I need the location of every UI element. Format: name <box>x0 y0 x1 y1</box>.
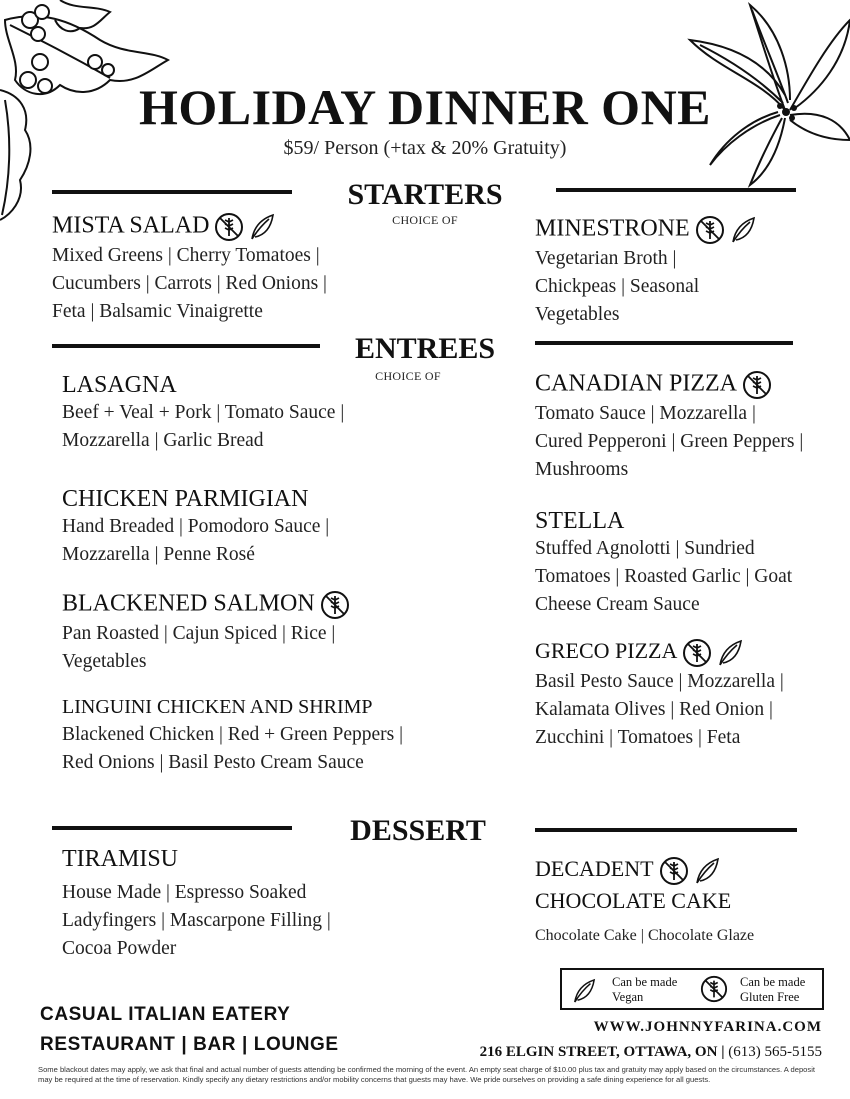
dish-name: CANADIAN PIZZA <box>535 370 805 400</box>
item-minestrone <box>535 215 755 329</box>
dish-description: Pan Roasted | Cajun Spiced | Rice | Vegetables <box>62 623 336 672</box>
dish-name: DECADENT <box>535 856 825 886</box>
dish-description: House Made | Espresso Soaked Ladyfingers | Mascarpone Filling | Cocoa Powder <box>62 882 331 959</box>
menu-price: $59/ Person (+tax & 20% Gratuity) <box>283 137 567 159</box>
footer-website[interactable]: WWW.JOHNNYFARINA.COM <box>593 1019 822 1035</box>
dish-name-line2: CHOCOLATE CAKE <box>535 888 732 913</box>
gluten-free-icon <box>682 638 712 668</box>
dish-description: Tomato Sauce | Mozzarella | Cured Pepperoni | Green Peppers | Mushrooms <box>535 403 804 480</box>
item-tiramisu <box>62 846 362 963</box>
footer-address: 216 ELGIN STREET, OTTAWA, ON <box>479 1044 718 1060</box>
item-chocolate-cake <box>535 856 825 950</box>
item-lasagna <box>62 372 407 455</box>
vegan-leaf-icon <box>717 639 743 667</box>
dessert-rule-left <box>52 826 292 830</box>
gluten-free-icon <box>214 212 244 242</box>
item-stella <box>535 508 805 619</box>
dish-description: Chocolate Cake | Chocolate Glaze <box>535 927 755 944</box>
dish-name: GRECO PIZZA <box>535 638 815 668</box>
dish-description: Beef + Veal + Pork | Tomato Sauce | Mozzarella | Garlic Bread <box>62 402 345 451</box>
dish-name: MISTA SALAD <box>52 212 352 242</box>
item-canadian-pizza <box>535 370 805 484</box>
gluten-free-icon <box>659 856 689 886</box>
entrees-choice: CHOICE OF <box>375 369 441 383</box>
dish-description: Vegetarian Broth | Chickpeas | Seasonal Vegetables <box>535 248 700 325</box>
item-mista-salad <box>52 212 352 326</box>
dish-description: Basil Pesto Sauce | Mozzarella | Kalamata Olives | Red Onion | Zucchini | Tomatoes | Feta <box>535 671 784 748</box>
footer-phone[interactable]: (613) 565-5155 <box>728 1044 822 1060</box>
footer-tagline-1: CASUAL ITALIAN EATERY <box>40 1004 291 1025</box>
dietary-legend <box>560 968 824 1010</box>
dish-name: TIRAMISU <box>62 846 179 872</box>
legend-vegan-text: Can be made Vegan <box>612 975 678 1004</box>
entrees-rule-right <box>535 341 793 345</box>
dish-description: Stuffed Agnolotti | Sundried Tomatoes | Roasted Garlic | Goat Cheese Cream Sauce <box>535 538 793 615</box>
entrees-heading: ENTREES <box>354 332 496 365</box>
vegan-leaf-icon <box>572 978 596 1004</box>
vegan-leaf-icon <box>730 216 756 244</box>
dessert-heading: DESSERT <box>350 814 486 847</box>
starters-heading: STARTERS <box>347 178 503 211</box>
dish-name: MINESTRONE <box>535 215 755 245</box>
dessert-rule-right <box>535 828 797 832</box>
item-chicken-parmigian <box>62 486 407 569</box>
dish-name: CHICKEN PARMIGIAN <box>62 486 309 512</box>
entrees-rule-left <box>52 344 320 348</box>
vegan-leaf-icon <box>694 857 720 885</box>
dish-description: Mixed Greens | Cherry Tomatoes | Cucumbers | Carrots | Red Onions | Feta | Balsamic Vinaigrette <box>52 245 327 322</box>
footer-disclaimer: Some blackout dates may apply, we ask that final and actual number of guests attending be confirmed the morning of the event. An empty seat charge of $10.00 plus tax and gratuity may apply based on the circumstances. A deposit may be required at the time of reservation. Kindly specify any dietary restrictions and/or mobility concerns that guests may have. We pride ourselves on providing a safe dining experience for all guests. <box>38 1065 815 1084</box>
starters-choice: CHOICE OF <box>392 213 458 227</box>
gluten-free-icon <box>320 590 350 620</box>
item-greco-pizza <box>535 638 815 752</box>
dish-description: Hand Breaded | Pomodoro Sauce | Mozzarella | Penne Rosé <box>62 516 330 565</box>
gluten-free-icon <box>695 215 725 245</box>
starters-rule-right <box>556 188 796 192</box>
dish-name: LINGUINI CHICKEN AND SHRIMP <box>62 696 373 718</box>
gluten-free-icon <box>742 370 772 400</box>
footer-address-line: 216 ELGIN STREET, OTTAWA, ON | (613) 565-5155 <box>479 1044 822 1060</box>
dish-name: LASAGNA <box>62 372 177 398</box>
gluten-free-icon <box>700 975 728 1003</box>
dish-description: Blackened Chicken | Red + Green Peppers | Red Onions | Basil Pesto Cream Sauce <box>62 724 403 773</box>
dish-name: STELLA <box>535 508 625 534</box>
vegan-leaf-icon <box>249 213 275 241</box>
legend-gluten-free-text: Can be made Gluten Free <box>740 975 806 1004</box>
dish-name: BLACKENED SALMON <box>62 590 407 620</box>
item-blackened-salmon <box>62 590 407 676</box>
footer-tagline-2: RESTAURANT | BAR | LOUNGE <box>40 1034 339 1055</box>
starters-rule-left <box>52 190 292 194</box>
menu-title: HOLIDAY DINNER ONE <box>138 79 712 135</box>
item-linguini <box>62 696 407 777</box>
